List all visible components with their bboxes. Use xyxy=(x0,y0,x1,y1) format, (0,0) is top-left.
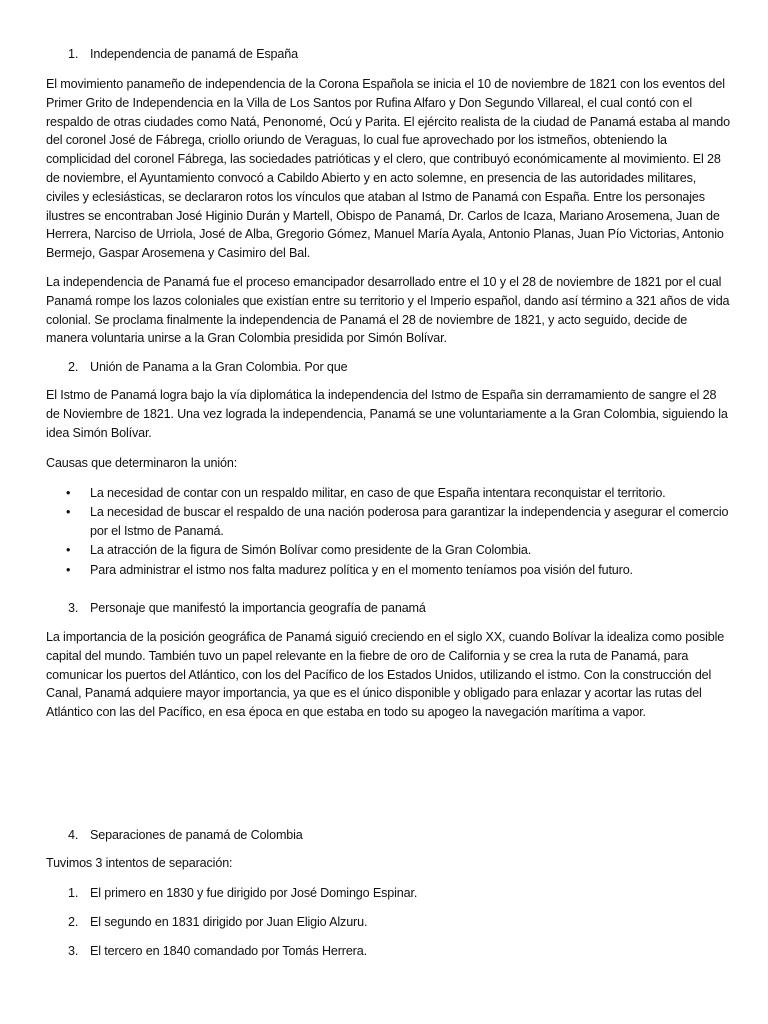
section-3-title: Personaje que manifestó la importancia geografía de panamá xyxy=(90,601,426,615)
section-4-title: Separaciones de panamá de Colombia xyxy=(90,828,303,842)
list-item xyxy=(46,541,736,560)
causes-list xyxy=(46,484,736,580)
section-1-heading xyxy=(68,45,298,64)
section-2-paragraph: El Istmo de Panamá logra bajo la vía diplomática la independencia del Istmo de España sin derramamiento de sangre el 28 de Noviembre de 1821. Una vez lograda la independencia, Panamá se une voluntariamente a la Gran Colombia, siguiendo la idea Simón Bolívar. xyxy=(46,388,728,440)
section-1-paragraph-1: El movimiento panameño de independencia de la Corona Española se inicia el 10 de noviembre de 1821 con los eventos del Primer Grito de Independencia en la Villa de Los Santos por Rufina Alfaro y Don Segundo Villareal, el cual contó con el respaldo de otras ciudades como Natá, Penonomé, Ocú y Parita. El ejército realista de la ciudad de Panamá estaba al mando del coronel José de Fábrega, criollo oriundo de Veraguas, lo cual fue aprovechado por los istmeños, obteniendo la complicidad del coronel Fábrega, las sociedades patrióticas y el clero, que contribuyó económicamente al movimiento. El 28 de noviembre, el Ayuntamiento convocó a Cabildo Abierto y en acto solemne, en presencia de las autoridades militares, civiles y eclesiásticas, se declararon rotos los vínculos que ataban al Istmo de Panamá con España. Entre los personajes ilustres se encontraban José Higinio Durán y Martell, Obispo de Panamá, Dr. Carlos de Icaza, Mariano Arosemena, Juan de Herrera, Narciso de Urriola, José de Alba, Gregorio Gómez, Manuel María Ayala, Antonio Planas, Juan Pío Victorias, Antonio Bermejo, Gaspar Arosemena y Casimiro del Bal. xyxy=(46,77,731,261)
cause-text: La necesidad de buscar el respaldo de una nación poderosa para garantizar la independencia y asegurar el comercio por el Istmo de Panamá. xyxy=(90,505,729,539)
bullet-icon: • xyxy=(66,486,71,500)
list-item xyxy=(68,942,367,961)
list-item xyxy=(46,561,736,580)
section-1-paragraph-2: La independencia de Panamá fue el proceso emancipador desarrollado entre el 10 y el 28 de noviembre de 1821 por el cual Panamá rompe los lazos coloniales que existían entre su territorio y el Imperio español, dando así término a 321 años de vida colonial. Se proclama finalmente la independencia de Panamá el 28 de noviembre de 1821, y acto seguido, decide de manera voluntaria unirse a la Gran Colombia presidida por Simón Bolívar. xyxy=(46,275,730,346)
attempt-text: El segundo en 1831 dirigido por Juan Eligio Alzuru. xyxy=(90,915,368,929)
bullet-icon: • xyxy=(66,562,71,577)
attempt-number: 2. xyxy=(68,915,79,929)
bullet-icon: • xyxy=(66,543,71,558)
cause-text: La atracción de la figura de Simón Bolívar como presidente de la Gran Colombia. xyxy=(90,543,532,558)
section-4-heading xyxy=(68,826,303,845)
section-3-heading xyxy=(68,599,426,618)
cause-text: La necesidad de contar con un respaldo militar, en caso de que España intentara reconquistar el territorio. xyxy=(90,486,666,500)
section-4-intro: Tuvimos 3 intentos de separación: xyxy=(46,856,233,870)
cause-text: Para administrar el istmo nos falta madurez política y en el momento teníamos poa visión del futuro. xyxy=(90,562,633,577)
section-2-heading xyxy=(68,358,347,377)
causes-label: Causas que determinaron la unión: xyxy=(46,456,238,470)
section-1-title: Independencia de panamá de España xyxy=(90,47,298,61)
section-3-number: 3. xyxy=(68,601,79,615)
section-4-number: 4. xyxy=(68,828,79,842)
list-item xyxy=(46,503,736,541)
bullet-icon: • xyxy=(66,505,71,520)
section-3-paragraph: La importancia de la posición geográfica de Panamá siguió creciendo en el siglo XX, cuando Bolívar la idealiza como posible capital del mundo. También tuvo un papel relevante en la fiebre de oro de California y se crea la ruta de Panamá, para comunicar los puertos del Atlántico, con los del Pacífico de los Estados Unidos, utilizando el istmo. Con la construcción del Canal, Panamá adquiere mayor importancia, ya que es el único disponible y obligado para enlazar y acortar las rutas del Atlántico con las del Pacífico, en esa época en que estaba en todo su apogeo la navegación marítima a vapor. xyxy=(46,630,725,720)
list-item xyxy=(68,884,417,903)
list-item xyxy=(46,484,736,503)
section-2-number: 2. xyxy=(68,360,79,374)
section-2-title: Unión de Panama a la Gran Colombia. Por que xyxy=(90,360,348,374)
attempt-number: 3. xyxy=(68,944,79,958)
list-item xyxy=(68,913,367,932)
attempt-text: El tercero en 1840 comandado por Tomás Herrera. xyxy=(90,944,367,958)
section-1-number: 1. xyxy=(68,47,79,61)
attempt-number: 1. xyxy=(68,886,79,900)
attempt-text: El primero en 1830 y fue dirigido por José Domingo Espinar. xyxy=(90,886,418,900)
